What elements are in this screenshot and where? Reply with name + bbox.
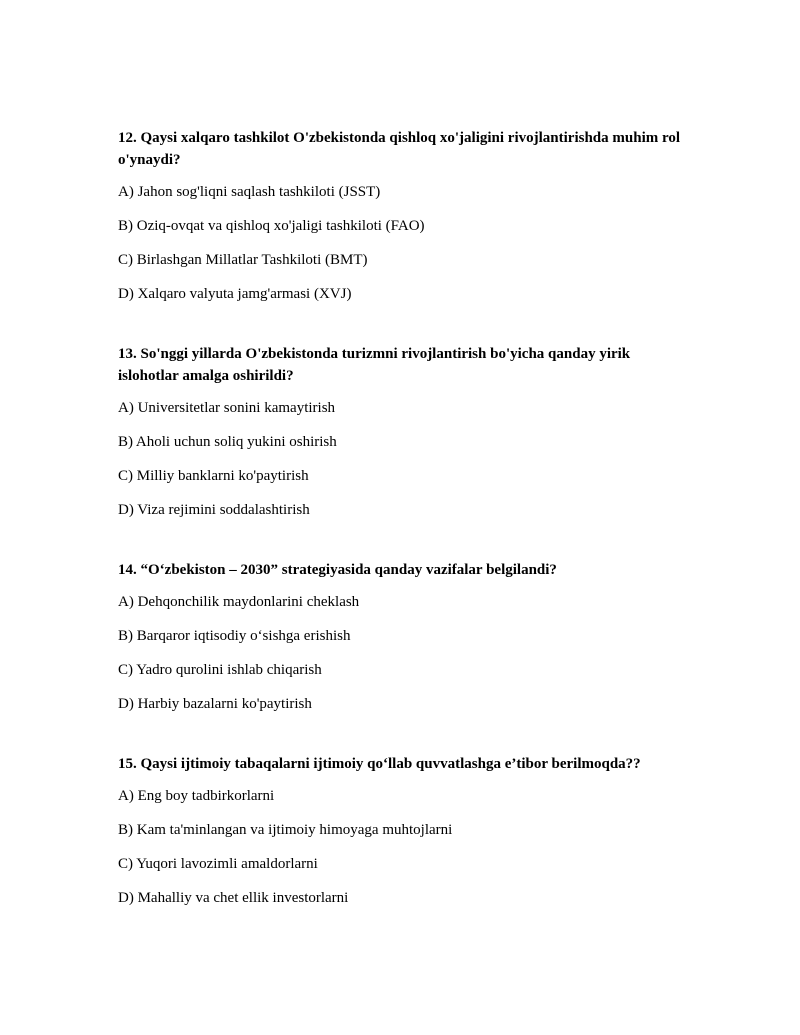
question-title: 12. Qaysi xalqaro tashkilot O'zbekistonda qishloq xo'jaligini rivojlantirishda muhim rol o'ynaydi? (118, 130, 681, 168)
answer-option-b: B) Oziq-ovqat va qishloq xo'jaligi tashkiloti (FAO) (118, 218, 425, 234)
answer-option-c: C) Yuqori lavozimli amaldorlarni (118, 856, 318, 872)
answer-option-d: D) Mahalliy va chet ellik investorlarni (118, 890, 349, 906)
answer-option-c: C) Yadro qurolini ishlab chiqarish (118, 662, 322, 678)
document-page (118, 127, 688, 921)
answer-option-b: B) Barqaror iqtisodiy o‘sishga erishish (118, 628, 351, 644)
answer-option-a: A) Dehqonchilik maydonlarini cheklash (118, 594, 360, 610)
question-title: 14. “O‘zbekiston – 2030” strategiyasida qanday vazifalar belgilandi? (118, 562, 557, 578)
answer-option-a: A) Jahon sog'liqni saqlash tashkiloti (JSST) (118, 184, 381, 200)
answer-option-d: D) Harbiy bazalarni ko'paytirish (118, 696, 312, 712)
answer-option-c: C) Milliy banklarni ko'paytirish (118, 468, 309, 484)
answer-option-a: A) Universitetlar sonini kamaytirish (118, 400, 336, 416)
answer-option-b: B) Kam ta'minlangan va ijtimoiy himoyaga muhtojlarni (118, 822, 453, 838)
question-block-14 (118, 559, 688, 715)
answer-option-d: D) Xalqaro valyuta jamg'armasi (XVJ) (118, 286, 352, 302)
question-block-15 (118, 753, 688, 909)
answer-option-d: D) Viza rejimini soddalashtirish (118, 502, 310, 518)
question-title: 13. So'nggi yillarda O'zbekistonda turizmni rivojlantirish bo'yicha qanday yirik islohotlar amalga oshirildi? (118, 346, 631, 384)
answer-option-b: B) Aholi uchun soliq yukini oshirish (118, 434, 337, 450)
question-block-12 (118, 127, 688, 305)
answer-option-c: C) Birlashgan Millatlar Tashkiloti (BMT) (118, 252, 368, 268)
question-title: 15. Qaysi ijtimoiy tabaqalarni ijtimoiy qo‘llab quvvatlashga e’tibor berilmoqda?? (118, 756, 641, 772)
question-block-13 (118, 343, 688, 521)
answer-option-a: A) Eng boy tadbirkorlarni (118, 788, 275, 804)
